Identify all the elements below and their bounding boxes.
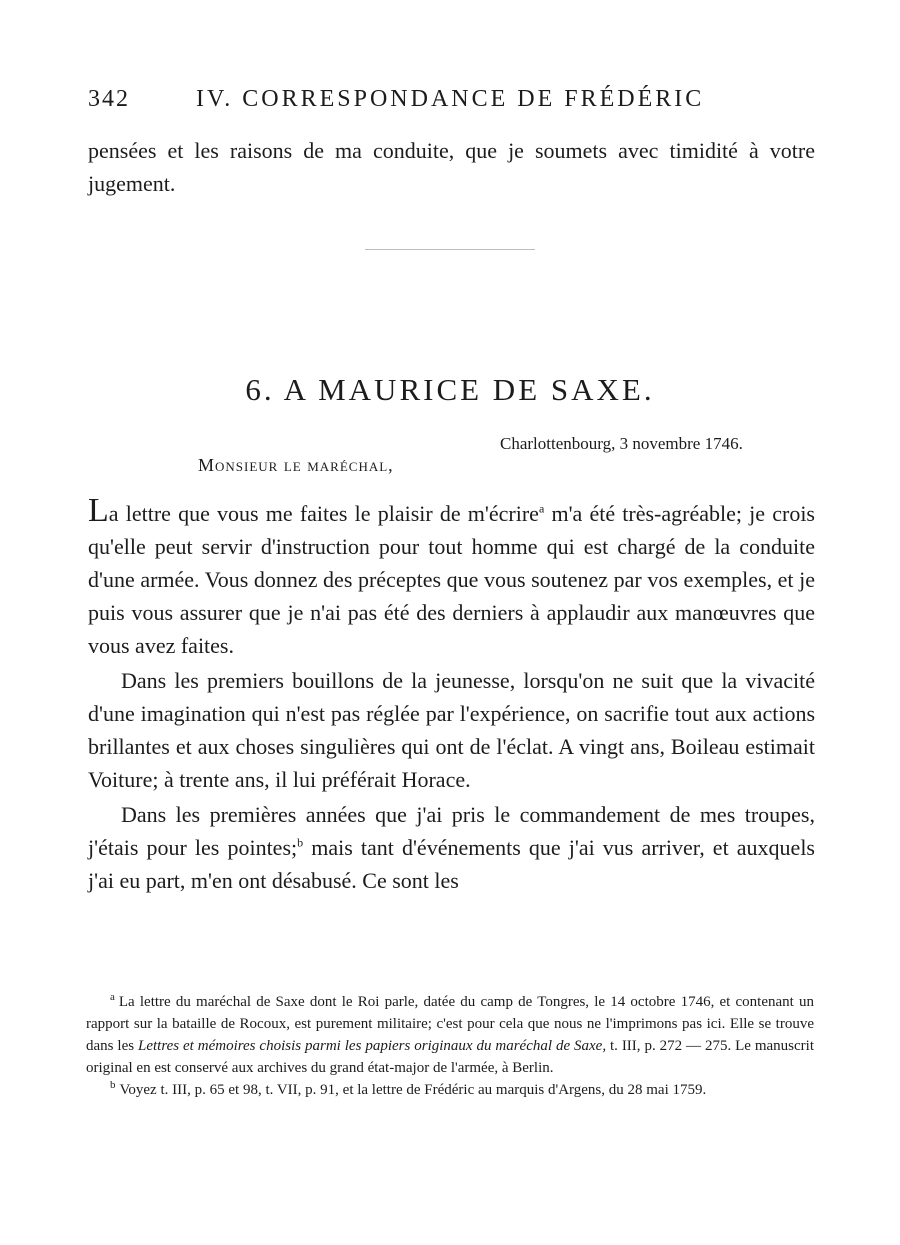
paragraph-text: a lettre que vous me faites le plaisir de m'écrire [108,501,539,526]
running-head-title: IV. CORRESPONDANCE DE FRÉDÉRIC [196,86,705,112]
footnote-reference-a[interactable]: a [538,501,545,516]
paragraph-text: Dans les premières années que j'ai pris le commandement de mes troupes, j'étais pour les pointes; [88,802,815,860]
continued-paragraph [88,134,815,200]
letter-salutation: Monsieur le maréchal, [198,455,394,475]
letter-dateline: Charlottenbourg, 3 novembre 1746. [500,434,743,453]
running-head [88,86,828,120]
letter-paragraph-2: Dans les premiers bouillons de la jeunesse, lorsqu'on ne suit que la vivacité d'une imagination qui n'est pas réglée par l'expérience, on sacrifie tout aux actions brillantes et aux choses singulières qui ont de l'éclat. A vingt ans, Boileau estimait Voiture; à trente ans, il lui préférait Horace. [88,668,815,792]
footnote-text: Voyez t. III, p. 65 et 98, t. VII, p. 91, et la lettre de Frédéric au marquis d'Argens, du 28 mai 1759. [119,1082,707,1098]
letter-body [88,494,815,899]
section-divider [365,249,535,250]
paragraph-text: m'a été très-agréable; je crois qu'elle peut servir d'instruction pour tout homme qui est chargé de la conduite d'une armée. Vous donnez des préceptes que vous soutenez par vos exemples, et je puis vous assurer que je n'ai pas été des derniers à applaudir aux manœuvres que vous avez faites. [88,501,815,658]
page-number: 342 [88,86,130,112]
footnotes [86,991,814,1101]
footnote-text: t. III, p. 272 — 275. Le manuscrit original en est conservé aux archives du grand état-major de l'armée, à Berlin. [86,1038,814,1076]
footnote-reference-b[interactable]: b [297,835,304,850]
footnote-mark: b [110,1079,116,1091]
footnote-a [86,991,814,1079]
letter-paragraph-1 [88,494,815,662]
continued-paragraph-text: pensées et les raisons de ma conduite, que je soumets avec timidité à votre jugement. [88,138,815,196]
footnote-text: La lettre du maréchal de Saxe dont le Roi parle, datée du camp de Tongres, le 14 octobre 1746, et contenant un rapport sur la bataille de Rocoux, est purement militaire; c'est pour cela que nous ne l'imprimons pas ici. Elle se trouve dans les [86,994,814,1054]
letter-paragraph-3 [88,798,815,897]
footnote-book-title: Lettres et mémoires choisis parmi les papiers originaux du maréchal de Saxe, [137,1038,607,1054]
drop-cap: L [88,492,109,529]
letter-title: 6. A MAURICE DE SAXE. [245,372,655,407]
footnote-b [86,1079,814,1101]
footnote-mark: a [110,991,115,1003]
paragraph-text: mais tant d'événements que j'ai vus arriver, et auxquels j'ai eu part, m'en ont désabusé. Ce sont les [88,835,815,893]
